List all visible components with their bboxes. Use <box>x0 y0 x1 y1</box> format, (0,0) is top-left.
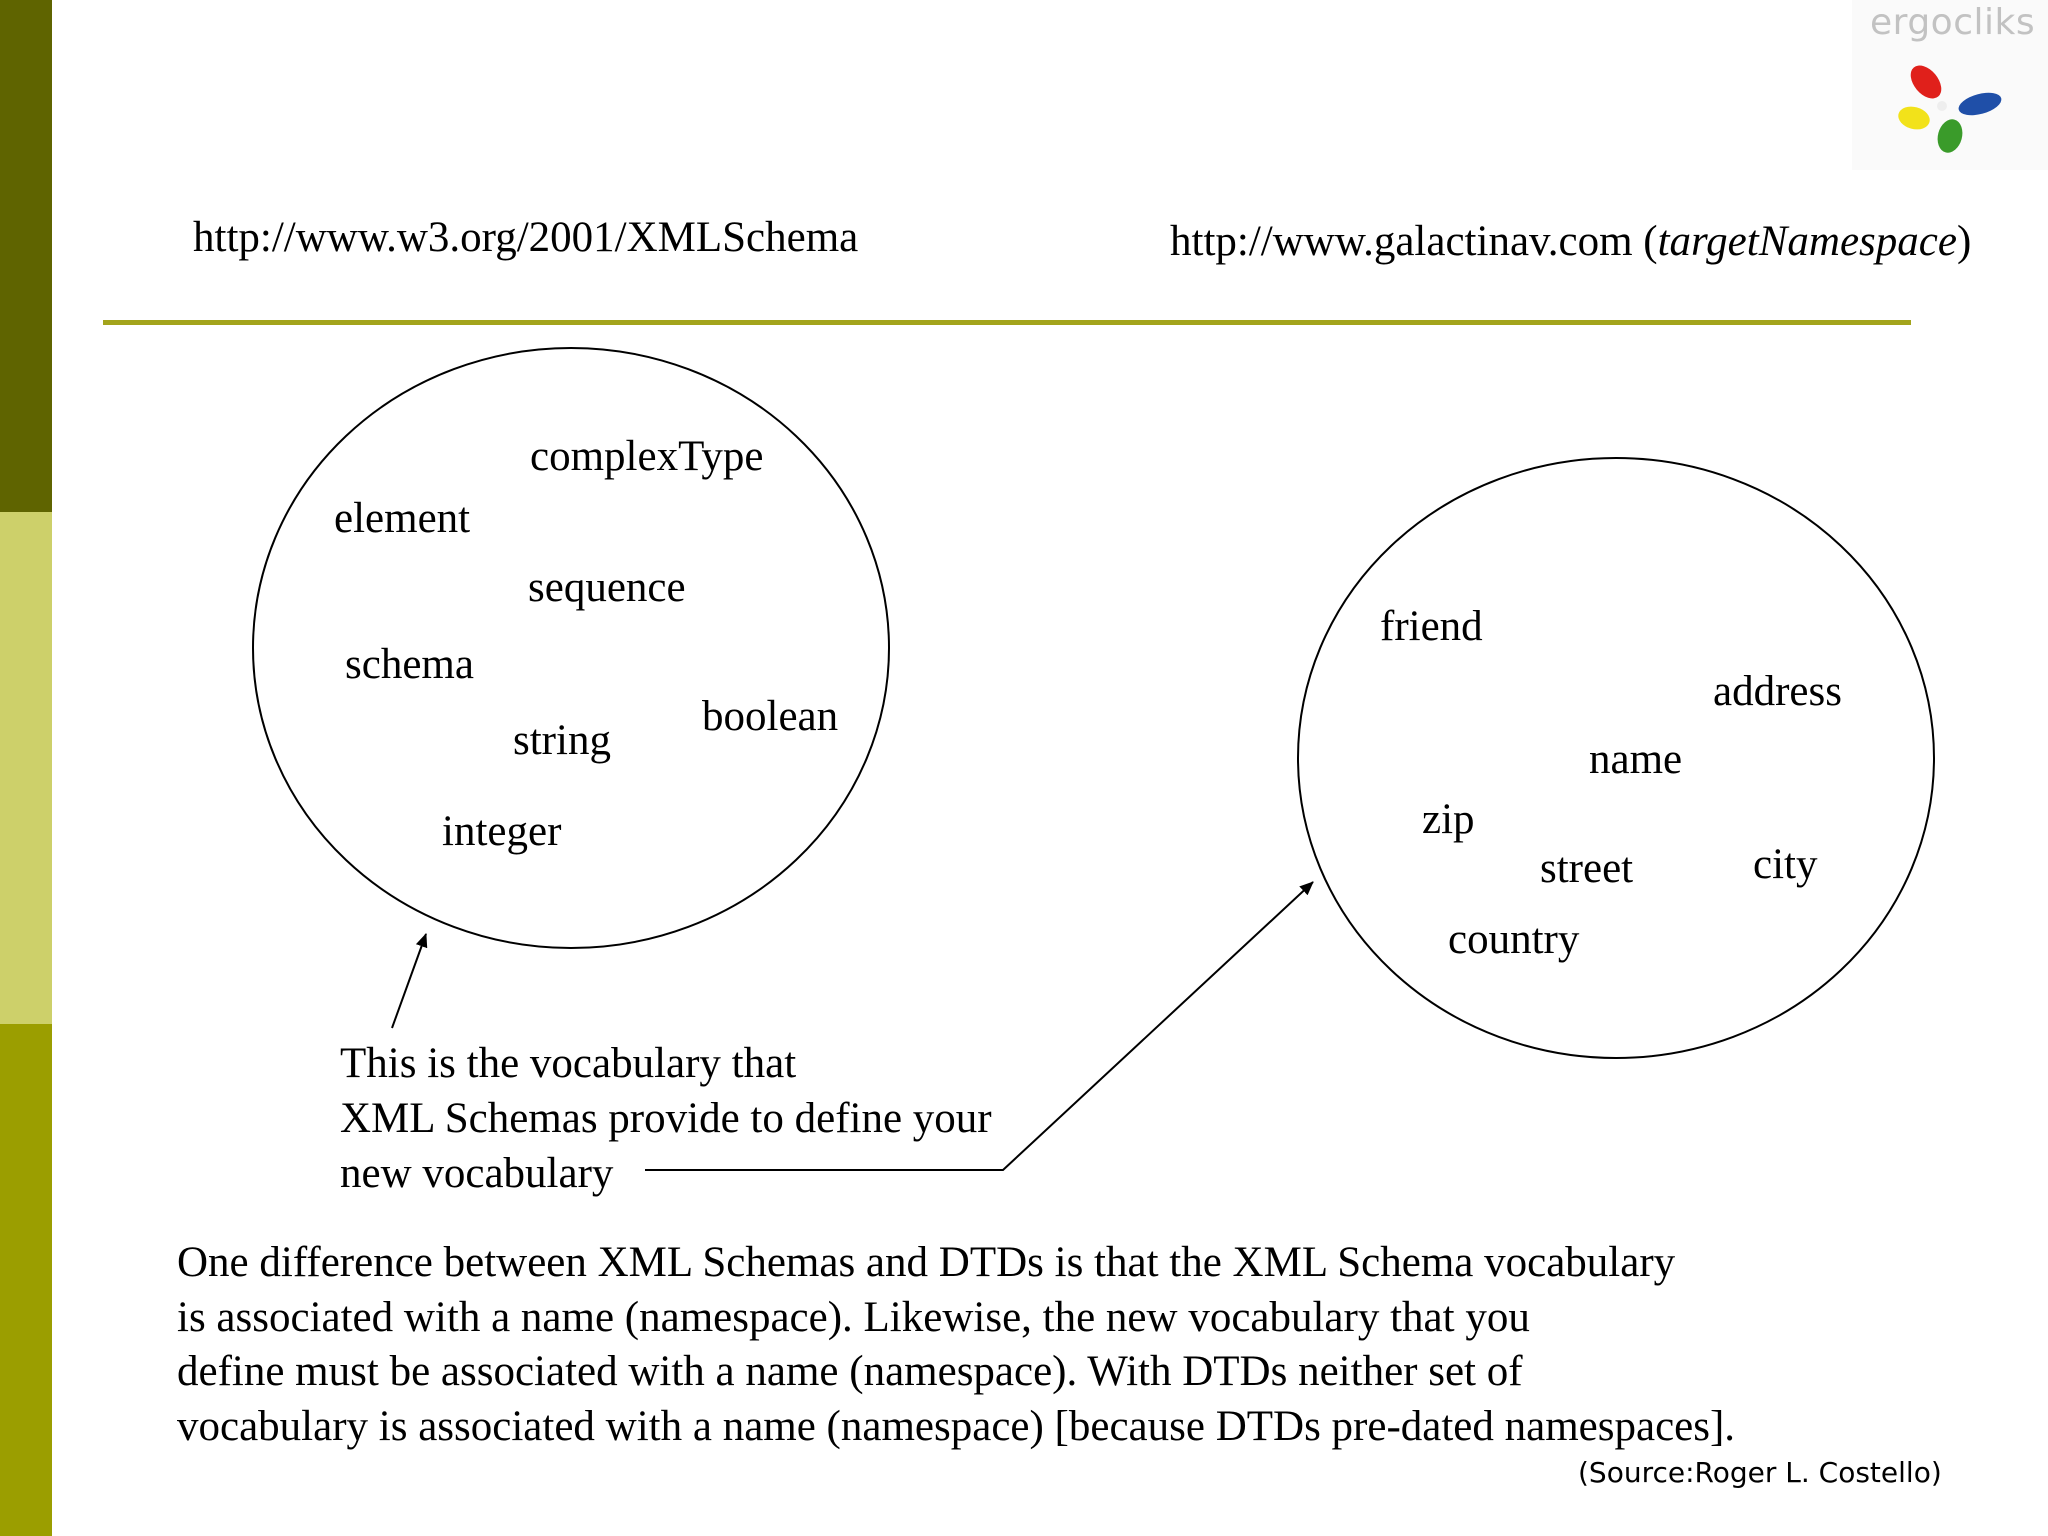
paragraph-line: is associated with a name (namespace). Likewise, the new vocabulary that you <box>177 1293 1530 1341</box>
arrow-to-xmlschema-vocabulary <box>392 934 426 1028</box>
caption-line: new vocabulary <box>340 1150 614 1197</box>
vocab-term-street: street <box>1540 845 1634 892</box>
vocab-term-address: address <box>1713 668 1842 715</box>
target-namespace-url: http://www.galactinav.com ( <box>1170 218 1658 265</box>
vocab-term-boolean: boolean <box>702 693 839 740</box>
vocab-term-schema: schema <box>345 641 474 688</box>
xmlschema-namespace-url: http://www.w3.org/2001/XMLSchema <box>193 214 859 261</box>
vocab-term-element: element <box>334 495 471 542</box>
paragraph-line: define must be associated with a name (namespace). With DTDs neither set of <box>177 1348 1523 1395</box>
vocab-term-complextype: complexType <box>530 433 764 480</box>
caption-line: This is the vocabulary that <box>340 1040 797 1087</box>
paragraph-line: vocabulary is associated with a name (namespace) [because DTDs pre-dated namespaces]. <box>177 1402 1736 1450</box>
vocab-term-integer: integer <box>442 808 562 855</box>
vocab-term-zip: zip <box>1422 796 1475 843</box>
vocab-term-string: string <box>513 717 611 764</box>
caption-line: XML Schemas provide to define your <box>340 1095 992 1142</box>
logo-text: ergocliks <box>1870 2 2036 43</box>
source-credit: (Source:Roger L. Costello) <box>1578 1456 1942 1489</box>
vocab-term-sequence: sequence <box>528 564 686 611</box>
vocabulary-caption <box>340 1036 992 1201</box>
vocab-term-city: city <box>1753 841 1818 888</box>
vocab-term-name: name <box>1589 736 1683 783</box>
vocab-term-country: country <box>1448 916 1580 963</box>
target-namespace-label: targetNamespace <box>1657 218 1957 265</box>
vocab-term-friend: friend <box>1380 603 1483 650</box>
explanation-paragraph <box>177 1236 1735 1454</box>
paragraph-line: One difference between XML Schemas and DTDs is that the XML Schema vocabulary <box>177 1239 1676 1286</box>
target-namespace-close: ) <box>1956 218 1972 265</box>
